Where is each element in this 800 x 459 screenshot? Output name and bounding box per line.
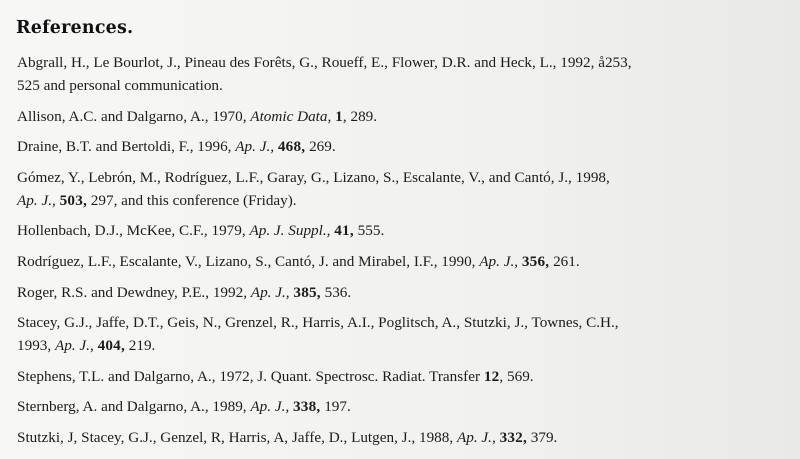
reference-line [17, 368, 534, 385]
reference-text: , [327, 107, 336, 125]
reference-text: Stephens, T.L. and Dalgarno, A., 1972, J. Quant. Spectrosc. Radiat. Transfer [17, 367, 484, 385]
reference-text: Roger, R.S. and Dewdney, P.E., 1992, [17, 283, 251, 301]
reference-line [17, 429, 557, 446]
reference-text: 269. [305, 138, 336, 156]
volume-number: 468, [277, 138, 306, 156]
reference-continuation-line [17, 74, 787, 97]
reference-line [17, 54, 632, 71]
reference-text: 297, and this conference (Friday). [87, 191, 297, 209]
reference-text: 219. [124, 337, 156, 355]
journal-name: Ap. J., [456, 428, 496, 446]
volume-number: 503, [59, 191, 87, 209]
reference-line [17, 222, 384, 239]
reference-entry [17, 51, 787, 97]
reference-text: 197. [320, 398, 351, 416]
reference-text: Gómez, Y., Lebrón, M., Rodríguez, L.F., Garay, G., Lizano, S., Escalante, V., and Cantó, J., 1998, [17, 168, 610, 186]
reference-text: Sternberg, A. and Dalgarno, A., 1989, [17, 398, 251, 416]
reference-entry [17, 135, 787, 158]
reference-line [17, 108, 377, 125]
reference-entry [17, 365, 787, 388]
reference-line [17, 314, 619, 331]
reference-text: 1993, [17, 337, 55, 355]
reference-text: , 569. [499, 367, 534, 385]
reference-text: 525 and personal communication. [17, 77, 223, 94]
reference-line [17, 138, 336, 155]
journal-name: Ap. J., [54, 337, 94, 355]
reference-line [17, 284, 351, 301]
volume-number: 338, [293, 398, 321, 416]
reference-text: 379. [526, 428, 558, 446]
reference-entry [17, 426, 787, 449]
reference-text: Stacey, G.J., Jaffe, D.T., Geis, N., Grenzel, R., Harris, A.I., Poglitsch, A., Stutzki, J., Townes, C.H., [17, 314, 619, 332]
reference-continuation-line [17, 334, 787, 357]
volume-number: 12 [483, 367, 500, 385]
reference-list [17, 51, 787, 457]
volume-number: 385, [293, 283, 321, 301]
references-heading: References. [16, 18, 134, 38]
reference-entry [17, 281, 787, 304]
reference-text: 536. [320, 283, 352, 301]
reference-line [17, 398, 351, 415]
journal-name: Ap. J. Suppl., [249, 222, 331, 240]
reference-text: Stutzki, J, Stacey, G.J., Genzel, R, Harris, A, Jaffe, D., Lutgen, J., 1988, [17, 428, 457, 446]
reference-text: , 289. [342, 107, 378, 125]
volume-number: 404, [97, 337, 125, 355]
volume-number: 41, [334, 222, 354, 240]
reference-text: 261. [549, 252, 580, 270]
journal-name: Ap. J., [235, 138, 275, 156]
reference-entry [17, 311, 787, 357]
reference-text: Draine, B.T. and Bertoldi, F., 1996, [17, 138, 236, 156]
reference-entry [17, 105, 787, 128]
reference-text: Rodríguez, L.F., Escalante, V., Lizano, S., Cantó, J. and Mirabel, I.F., 1990, [17, 252, 480, 270]
reference-entry [17, 395, 787, 418]
journal-name: Ap. J., [17, 191, 56, 209]
reference-text: 555. [353, 222, 385, 240]
reference-text: Abgrall, H., Le Bourlot, J., Pineau des Forêts, G., Roueff, E., Flower, D.R. and Heck, L., 1992, å253, [17, 54, 632, 71]
journal-name: Ap. J., [250, 398, 290, 416]
reference-line [17, 169, 610, 186]
reference-entry [17, 219, 787, 242]
reference-continuation-line [17, 189, 787, 212]
reference-line [17, 253, 580, 270]
reference-text: Hollenbach, D.J., McKee, C.F., 1979, [17, 222, 250, 240]
journal-name: Ap. J., [250, 283, 290, 301]
volume-number: 332, [499, 428, 527, 446]
journal-name: Ap. J., [479, 252, 519, 270]
reference-entry [17, 166, 787, 212]
volume-number: 1 [335, 107, 343, 125]
reference-text: Allison, A.C. and Dalgarno, A., 1970, [17, 107, 251, 125]
reference-entry [17, 250, 787, 273]
volume-number: 356, [521, 252, 550, 270]
journal-name: Atomic Data [250, 107, 328, 125]
